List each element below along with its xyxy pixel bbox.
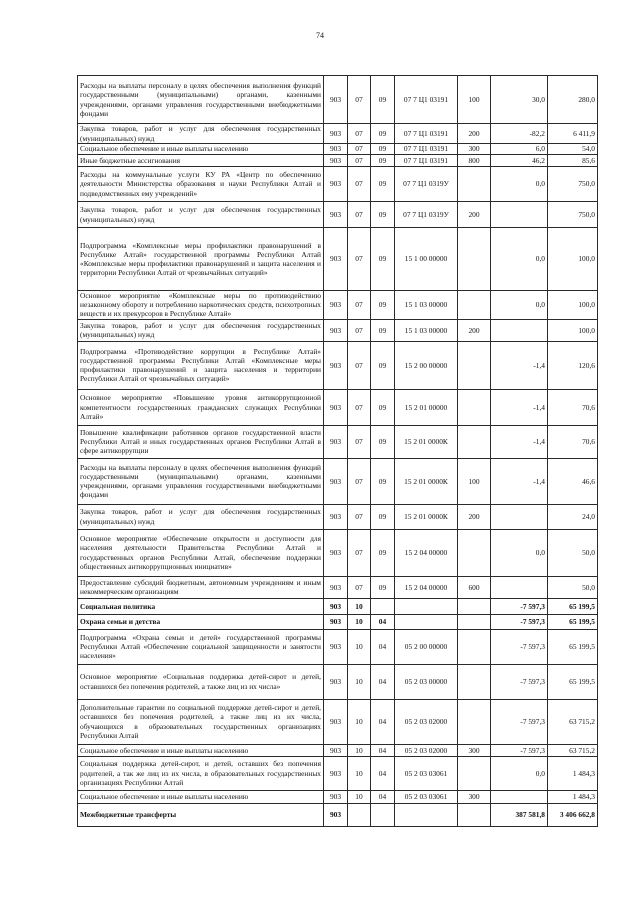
cell-change: 0,0: [491, 291, 548, 320]
cell-ministry-code: 903: [324, 425, 348, 458]
cell-target-article: 07 7 Ц1 03191: [395, 155, 458, 167]
cell-expense-type: [458, 699, 491, 744]
cell-ministry-code: 903: [324, 504, 348, 529]
cell-subsection: 09: [371, 202, 395, 228]
cell-section: 07: [348, 529, 371, 576]
cell-amount: 1 484,3: [548, 756, 598, 790]
cell-target-article: 15 2 01 0000К: [395, 504, 458, 529]
cell-amount: 85,6: [548, 155, 598, 167]
cell-expense-type: [458, 598, 491, 614]
cell-ministry-code: 903: [324, 155, 348, 167]
cell-amount: 54,0: [548, 144, 598, 155]
cell-section: 10: [348, 629, 371, 664]
table-row: [78, 629, 598, 664]
table-row: [78, 389, 598, 425]
cell-description: Закупка товаров, работ и услуг для обеспечения государственных (муниципальных) нужд: [78, 319, 324, 341]
cell-expense-type: [458, 228, 491, 291]
cell-subsection: 09: [371, 458, 395, 504]
cell-amount: 50,0: [548, 576, 598, 598]
table-row: [78, 458, 598, 504]
cell-description: Расходы на выплаты персоналу в целях обеспечения выполнения функций государственными (муниципальными) органами, казенными учреждениями, органами управления государственными внебюджетными фондами: [78, 458, 324, 504]
cell-section: 07: [348, 76, 371, 124]
table-row: [78, 576, 598, 598]
cell-change: [491, 576, 548, 598]
cell-subsection: 09: [371, 124, 395, 144]
cell-subsection: 04: [371, 614, 395, 629]
cell-target-article: [395, 614, 458, 629]
cell-amount: 120,6: [548, 341, 598, 389]
cell-section: 07: [348, 576, 371, 598]
cell-description: Повышение квалификации работников органов государственной власти Республики Алтай и иных государственных органов Республики Алтай в сфере антикоррупции: [78, 425, 324, 458]
cell-change: -7 597,3: [491, 699, 548, 744]
cell-description: Основное мероприятие «Социальная поддержка детей-сирот и детей, оставшихся без попечения родителей, а также лиц из их числа»: [78, 664, 324, 699]
cell-subsection: 09: [371, 529, 395, 576]
cell-description: Основное мероприятие «Повышение уровня антикоррупционной компетентности государственных гражданских служащих Республики Алтай»: [78, 389, 324, 425]
cell-section: 10: [348, 598, 371, 614]
cell-target-article: 05 2 00 00000: [395, 629, 458, 664]
cell-expense-type: [458, 803, 491, 826]
cell-target-article: 07 7 Ц1 03191: [395, 76, 458, 124]
table-row: [78, 756, 598, 790]
cell-change: -7 597,3: [491, 629, 548, 664]
cell-ministry-code: 903: [324, 458, 348, 504]
cell-description: Подпрограмма «Комплексные меры профилактики правонарушений в Республике Алтай» государственной программы Республики Алтай «Комплексные меры профилактики правонарушений и защита населения и территории Республики Алтай от чрезвычайных ситуаций»: [78, 228, 324, 291]
cell-amount: 46,6: [548, 458, 598, 504]
cell-section: 07: [348, 202, 371, 228]
cell-section: 07: [348, 389, 371, 425]
cell-description: Основное мероприятие «Обеспечение открытости и доступности для населения деятельности Правительства Республики Алтай и государственных органов Республики Алтай, обеспечение поддержки общественных антикоррупционных инициатив»: [78, 529, 324, 576]
table-row: [78, 664, 598, 699]
cell-subsection: [371, 598, 395, 614]
cell-section: 07: [348, 124, 371, 144]
cell-target-article: 15 2 04 00000: [395, 576, 458, 598]
cell-description: Дополнительные гарантии по социальной поддержке детей-сирот и детей, оставшихся без попечения родителей, а также лиц из их числа, обучающихся в образовательных государственных организациях Республики Алтай: [78, 699, 324, 744]
cell-target-article: 15 1 03 00000: [395, 291, 458, 320]
cell-ministry-code: 903: [324, 744, 348, 756]
cell-section: 10: [348, 756, 371, 790]
cell-subsection: 09: [371, 228, 395, 291]
table-row: [78, 167, 598, 202]
cell-subsection: 09: [371, 425, 395, 458]
cell-description: Социальная политика: [78, 598, 324, 614]
cell-expense-type: 200: [458, 504, 491, 529]
cell-change: -82,2: [491, 124, 548, 144]
cell-subsection: 09: [371, 155, 395, 167]
cell-amount: 6 411,9: [548, 124, 598, 144]
cell-ministry-code: 903: [324, 629, 348, 664]
cell-subsection: 09: [371, 76, 395, 124]
cell-description: Социальное обеспечение и иные выплаты населению: [78, 790, 324, 803]
cell-change: 0,0: [491, 756, 548, 790]
cell-expense-type: [458, 341, 491, 389]
cell-expense-type: 800: [458, 155, 491, 167]
cell-target-article: 07 7 Ц1 03191: [395, 144, 458, 155]
cell-subsection: 04: [371, 629, 395, 664]
cell-expense-type: [458, 167, 491, 202]
cell-amount: 3 406 662,8: [548, 803, 598, 826]
cell-amount: 750,0: [548, 167, 598, 202]
cell-target-article: 07 7 Ц1 03191: [395, 124, 458, 144]
cell-description: Социальная поддержка детей-сирот, и детей, оставших без попечения родителей, а так же лиц из их числа, в образовательных государственных организациях Республики Алтай: [78, 756, 324, 790]
cell-ministry-code: 903: [324, 699, 348, 744]
cell-ministry-code: 903: [324, 124, 348, 144]
cell-ministry-code: 903: [324, 167, 348, 202]
cell-amount: 70,6: [548, 425, 598, 458]
cell-target-article: 15 2 01 00000: [395, 389, 458, 425]
cell-description: Охрана семьи и детства: [78, 614, 324, 629]
cell-subsection: 04: [371, 699, 395, 744]
cell-ministry-code: 903: [324, 598, 348, 614]
cell-change: -1,4: [491, 341, 548, 389]
cell-description: Закупка товаров, работ и услуг для обеспечения государственных (муниципальных) нужд: [78, 202, 324, 228]
cell-expense-type: 100: [458, 458, 491, 504]
cell-subsection: 09: [371, 576, 395, 598]
cell-section: 07: [348, 504, 371, 529]
cell-section: 07: [348, 155, 371, 167]
cell-expense-type: 100: [458, 76, 491, 124]
cell-amount: 1 484,3: [548, 790, 598, 803]
cell-expense-type: 300: [458, 744, 491, 756]
cell-expense-type: [458, 664, 491, 699]
cell-change: [491, 202, 548, 228]
cell-change: [491, 790, 548, 803]
cell-amount: 50,0: [548, 529, 598, 576]
cell-expense-type: 200: [458, 202, 491, 228]
cell-target-article: 15 2 04 00000: [395, 529, 458, 576]
cell-section: 10: [348, 664, 371, 699]
cell-ministry-code: 903: [324, 389, 348, 425]
cell-change: -7 597,3: [491, 598, 548, 614]
cell-change: 387 581,8: [491, 803, 548, 826]
cell-change: 0,0: [491, 529, 548, 576]
table-row: [78, 124, 598, 144]
cell-ministry-code: 903: [324, 803, 348, 826]
cell-change: -7 597,3: [491, 744, 548, 756]
cell-target-article: 15 1 03 00000: [395, 319, 458, 341]
table-row: [78, 598, 598, 614]
cell-amount: 750,0: [548, 202, 598, 228]
cell-target-article: 15 1 00 00000: [395, 228, 458, 291]
cell-ministry-code: 903: [324, 76, 348, 124]
cell-ministry-code: 903: [324, 529, 348, 576]
cell-change: -7 597,3: [491, 664, 548, 699]
cell-change: -7 597,3: [491, 614, 548, 629]
budget-table-body: [78, 76, 598, 827]
table-row: [78, 144, 598, 155]
table-row: [78, 341, 598, 389]
cell-subsection: 09: [371, 504, 395, 529]
cell-amount: 100,0: [548, 319, 598, 341]
cell-target-article: 15 2 01 0000К: [395, 425, 458, 458]
table-row: [78, 699, 598, 744]
cell-ministry-code: 903: [324, 664, 348, 699]
cell-description: Закупка товаров, работ и услуг для обеспечения государственных (муниципальных) нужд: [78, 504, 324, 529]
table-row: [78, 504, 598, 529]
table-row: [78, 803, 598, 826]
cell-amount: 65 199,5: [548, 629, 598, 664]
cell-section: 07: [348, 228, 371, 291]
cell-section: 10: [348, 744, 371, 756]
table-row: [78, 76, 598, 124]
cell-subsection: 09: [371, 144, 395, 155]
cell-expense-type: [458, 291, 491, 320]
cell-target-article: 05 2 03 00000: [395, 664, 458, 699]
cell-expense-type: 600: [458, 576, 491, 598]
cell-target-article: 05 2 03 02000: [395, 744, 458, 756]
cell-subsection: 04: [371, 744, 395, 756]
cell-target-article: 05 2 03 02000: [395, 699, 458, 744]
cell-amount: 65 199,5: [548, 598, 598, 614]
cell-ministry-code: 903: [324, 144, 348, 155]
cell-expense-type: 200: [458, 124, 491, 144]
cell-amount: 70,6: [548, 389, 598, 425]
cell-change: [491, 319, 548, 341]
cell-expense-type: [458, 529, 491, 576]
cell-target-article: 05 2 03 03061: [395, 790, 458, 803]
cell-subsection: 09: [371, 341, 395, 389]
cell-change: [491, 504, 548, 529]
cell-subsection: 09: [371, 389, 395, 425]
cell-section: 07: [348, 291, 371, 320]
cell-expense-type: [458, 629, 491, 664]
cell-expense-type: 300: [458, 790, 491, 803]
cell-change: 0,0: [491, 167, 548, 202]
cell-amount: 280,0: [548, 76, 598, 124]
cell-expense-type: [458, 389, 491, 425]
cell-section: 07: [348, 144, 371, 155]
cell-description: Межбюджетные трансферты: [78, 803, 324, 826]
cell-ministry-code: 903: [324, 319, 348, 341]
cell-target-article: [395, 598, 458, 614]
budget-table: [77, 75, 598, 827]
cell-amount: 63 715,2: [548, 699, 598, 744]
cell-subsection: 09: [371, 319, 395, 341]
cell-amount: 65 199,5: [548, 614, 598, 629]
cell-change: 0,0: [491, 228, 548, 291]
table-row: [78, 291, 598, 320]
cell-change: 46,2: [491, 155, 548, 167]
cell-ministry-code: 903: [324, 756, 348, 790]
cell-amount: 63 715,2: [548, 744, 598, 756]
cell-ministry-code: 903: [324, 291, 348, 320]
cell-description: Основное мероприятие «Комплексные меры по противодействию незаконному обороту и потреблению наркотических средств, психотропных веществ и их прекурсоров в Республике Алтай»: [78, 291, 324, 320]
cell-change: 30,0: [491, 76, 548, 124]
cell-subsection: 04: [371, 664, 395, 699]
cell-section: 07: [348, 341, 371, 389]
cell-description: Расходы на коммунальные услуги КУ РА «Центр по обеспечению деятельности Министерства образования и науки Республики Алтай и подведомственных ему учреждений»: [78, 167, 324, 202]
cell-description: Иные бюджетные ассигнования: [78, 155, 324, 167]
page-number: 74: [316, 31, 324, 40]
cell-amount: 65 199,5: [548, 664, 598, 699]
cell-ministry-code: 903: [324, 341, 348, 389]
table-row: [78, 425, 598, 458]
table-row: [78, 319, 598, 341]
cell-expense-type: 200: [458, 319, 491, 341]
cell-description: Расходы на выплаты персоналу в целях обеспечения выполнения функций государственными (муниципальными) органами, казенными учреждениями, органами управления государственными внебюджетными фондами: [78, 76, 324, 124]
cell-change: 6,0: [491, 144, 548, 155]
cell-section: 10: [348, 699, 371, 744]
cell-amount: 24,0: [548, 504, 598, 529]
cell-section: 10: [348, 790, 371, 803]
cell-description: Социальное обеспечение и иные выплаты населению: [78, 144, 324, 155]
cell-section: 07: [348, 167, 371, 202]
table-row: [78, 155, 598, 167]
cell-target-article: [395, 803, 458, 826]
cell-expense-type: [458, 756, 491, 790]
cell-ministry-code: 903: [324, 576, 348, 598]
cell-target-article: 07 7 Ц1 0319У: [395, 202, 458, 228]
cell-target-article: 15 2 00 00000: [395, 341, 458, 389]
cell-subsection: 09: [371, 167, 395, 202]
cell-description: Подпрограмма «Охрана семьи и детей» государственной программы Республики Алтай «Обеспечение социальной защищенности и занятости населения»: [78, 629, 324, 664]
cell-subsection: 09: [371, 291, 395, 320]
cell-expense-type: [458, 614, 491, 629]
cell-section: 07: [348, 458, 371, 504]
cell-amount: 100,0: [548, 228, 598, 291]
cell-change: -1,4: [491, 389, 548, 425]
cell-section: [348, 803, 371, 826]
cell-subsection: 04: [371, 756, 395, 790]
cell-ministry-code: 903: [324, 790, 348, 803]
cell-target-article: 07 7 Ц1 0319У: [395, 167, 458, 202]
cell-subsection: [371, 803, 395, 826]
table-row: [78, 529, 598, 576]
cell-description: Закупка товаров, работ и услуг для обеспечения государственных (муниципальных) нужд: [78, 124, 324, 144]
cell-change: -1,4: [491, 425, 548, 458]
cell-expense-type: 300: [458, 144, 491, 155]
table-row: [78, 614, 598, 629]
cell-ministry-code: 903: [324, 202, 348, 228]
cell-subsection: 04: [371, 790, 395, 803]
cell-section: 07: [348, 425, 371, 458]
cell-description: Подпрограмма «Противодействие коррупции в Республике Алтай» государственной программы Республики Алтай «Комплексные меры профилактики правонарушений и защита населения и территории Республики Алтай от чрезвычайных ситуаций»: [78, 341, 324, 389]
cell-change: -1,4: [491, 458, 548, 504]
table-row: [78, 790, 598, 803]
table-row: [78, 228, 598, 291]
cell-ministry-code: 903: [324, 614, 348, 629]
cell-amount: 100,0: [548, 291, 598, 320]
table-row: [78, 744, 598, 756]
cell-description: Предоставление субсидий бюджетным, автономным учреждениям и иным некоммерческим организациям: [78, 576, 324, 598]
cell-ministry-code: 903: [324, 228, 348, 291]
cell-section: 10: [348, 614, 371, 629]
cell-section: 07: [348, 319, 371, 341]
cell-target-article: 15 2 01 0000К: [395, 458, 458, 504]
cell-target-article: 05 2 03 03061: [395, 756, 458, 790]
cell-description: Социальное обеспечение и иные выплаты населению: [78, 744, 324, 756]
table-row: [78, 202, 598, 228]
cell-expense-type: [458, 425, 491, 458]
